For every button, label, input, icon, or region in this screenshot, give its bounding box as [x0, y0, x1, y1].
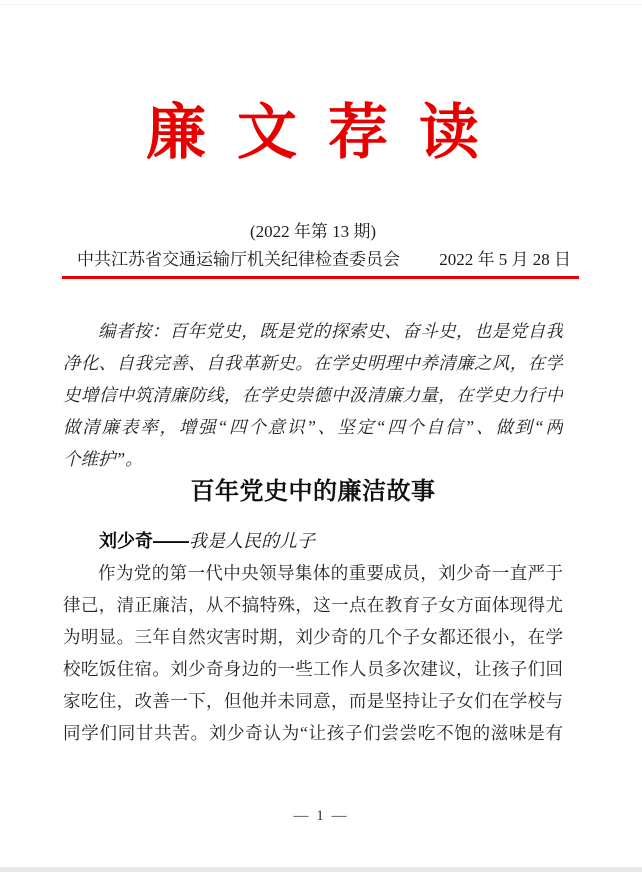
body-line: 为明显。三年自然灾害时期，刘少奇的几个子女都还很小，在学 — [63, 627, 563, 647]
editor-note-line: 编者按：百年党史，既是党的探索史、奋斗史，也是党自我 — [98, 321, 563, 341]
body-line: 作为党的第一代中央领导集体的重要成员，刘少奇一直严于 — [98, 563, 563, 583]
publisher-name: 中共江苏省交通运输厅机关纪律检查委员会 — [77, 250, 400, 269]
page-content — [63, 0, 571, 749]
page-number: — 1 — — [293, 808, 349, 824]
body-line: 家吃住，改善一下，但他并未同意，而是坚持让子女们在学校与 — [63, 691, 563, 711]
section-title: 百年党史中的廉洁故事 — [190, 479, 436, 505]
publisher-dateline-row — [62, 249, 579, 279]
page-bottom-edge — [0, 867, 642, 872]
story-author-name: 刘少奇 — [99, 531, 153, 551]
body-line: 同学们同甘共苦。刘少奇认为“让孩子们尝尝吃不饱的滋味是有 — [63, 723, 563, 743]
issue-number: (2022 年第 13 期) — [249, 222, 377, 241]
story-heading — [63, 529, 563, 553]
editor-note — [63, 315, 563, 475]
newsletter-title: 廉 文 荐 读 — [146, 100, 480, 166]
body-line: 律己，清正廉洁，从不搞特殊，这一点在教育子女方面体现得尤 — [63, 595, 563, 615]
editor-note-line: 净化、自我完善、自我革新史。在学史明理中养清廉之风，在学 — [63, 353, 563, 373]
story-heading-dash: —— — [153, 531, 189, 551]
body-line: 校吃饭住宿。刘少奇身边的一些工作人员多次建议，让孩子们回 — [63, 659, 563, 679]
editor-note-line: 做清廉表率，增强“四个意识”、坚定“四个自信”、做到“两 — [63, 417, 563, 437]
editor-note-line: 史增信中筑清廉防线，在学史崇德中汲清廉力量，在学史力行中 — [63, 385, 563, 405]
article-body — [63, 557, 563, 749]
editor-note-line: 个维护”。 — [63, 449, 143, 469]
issue-date: 2022 年 5 月 28 日 — [439, 250, 571, 269]
story-heading-subtitle: 我是人民的儿子 — [189, 531, 315, 551]
